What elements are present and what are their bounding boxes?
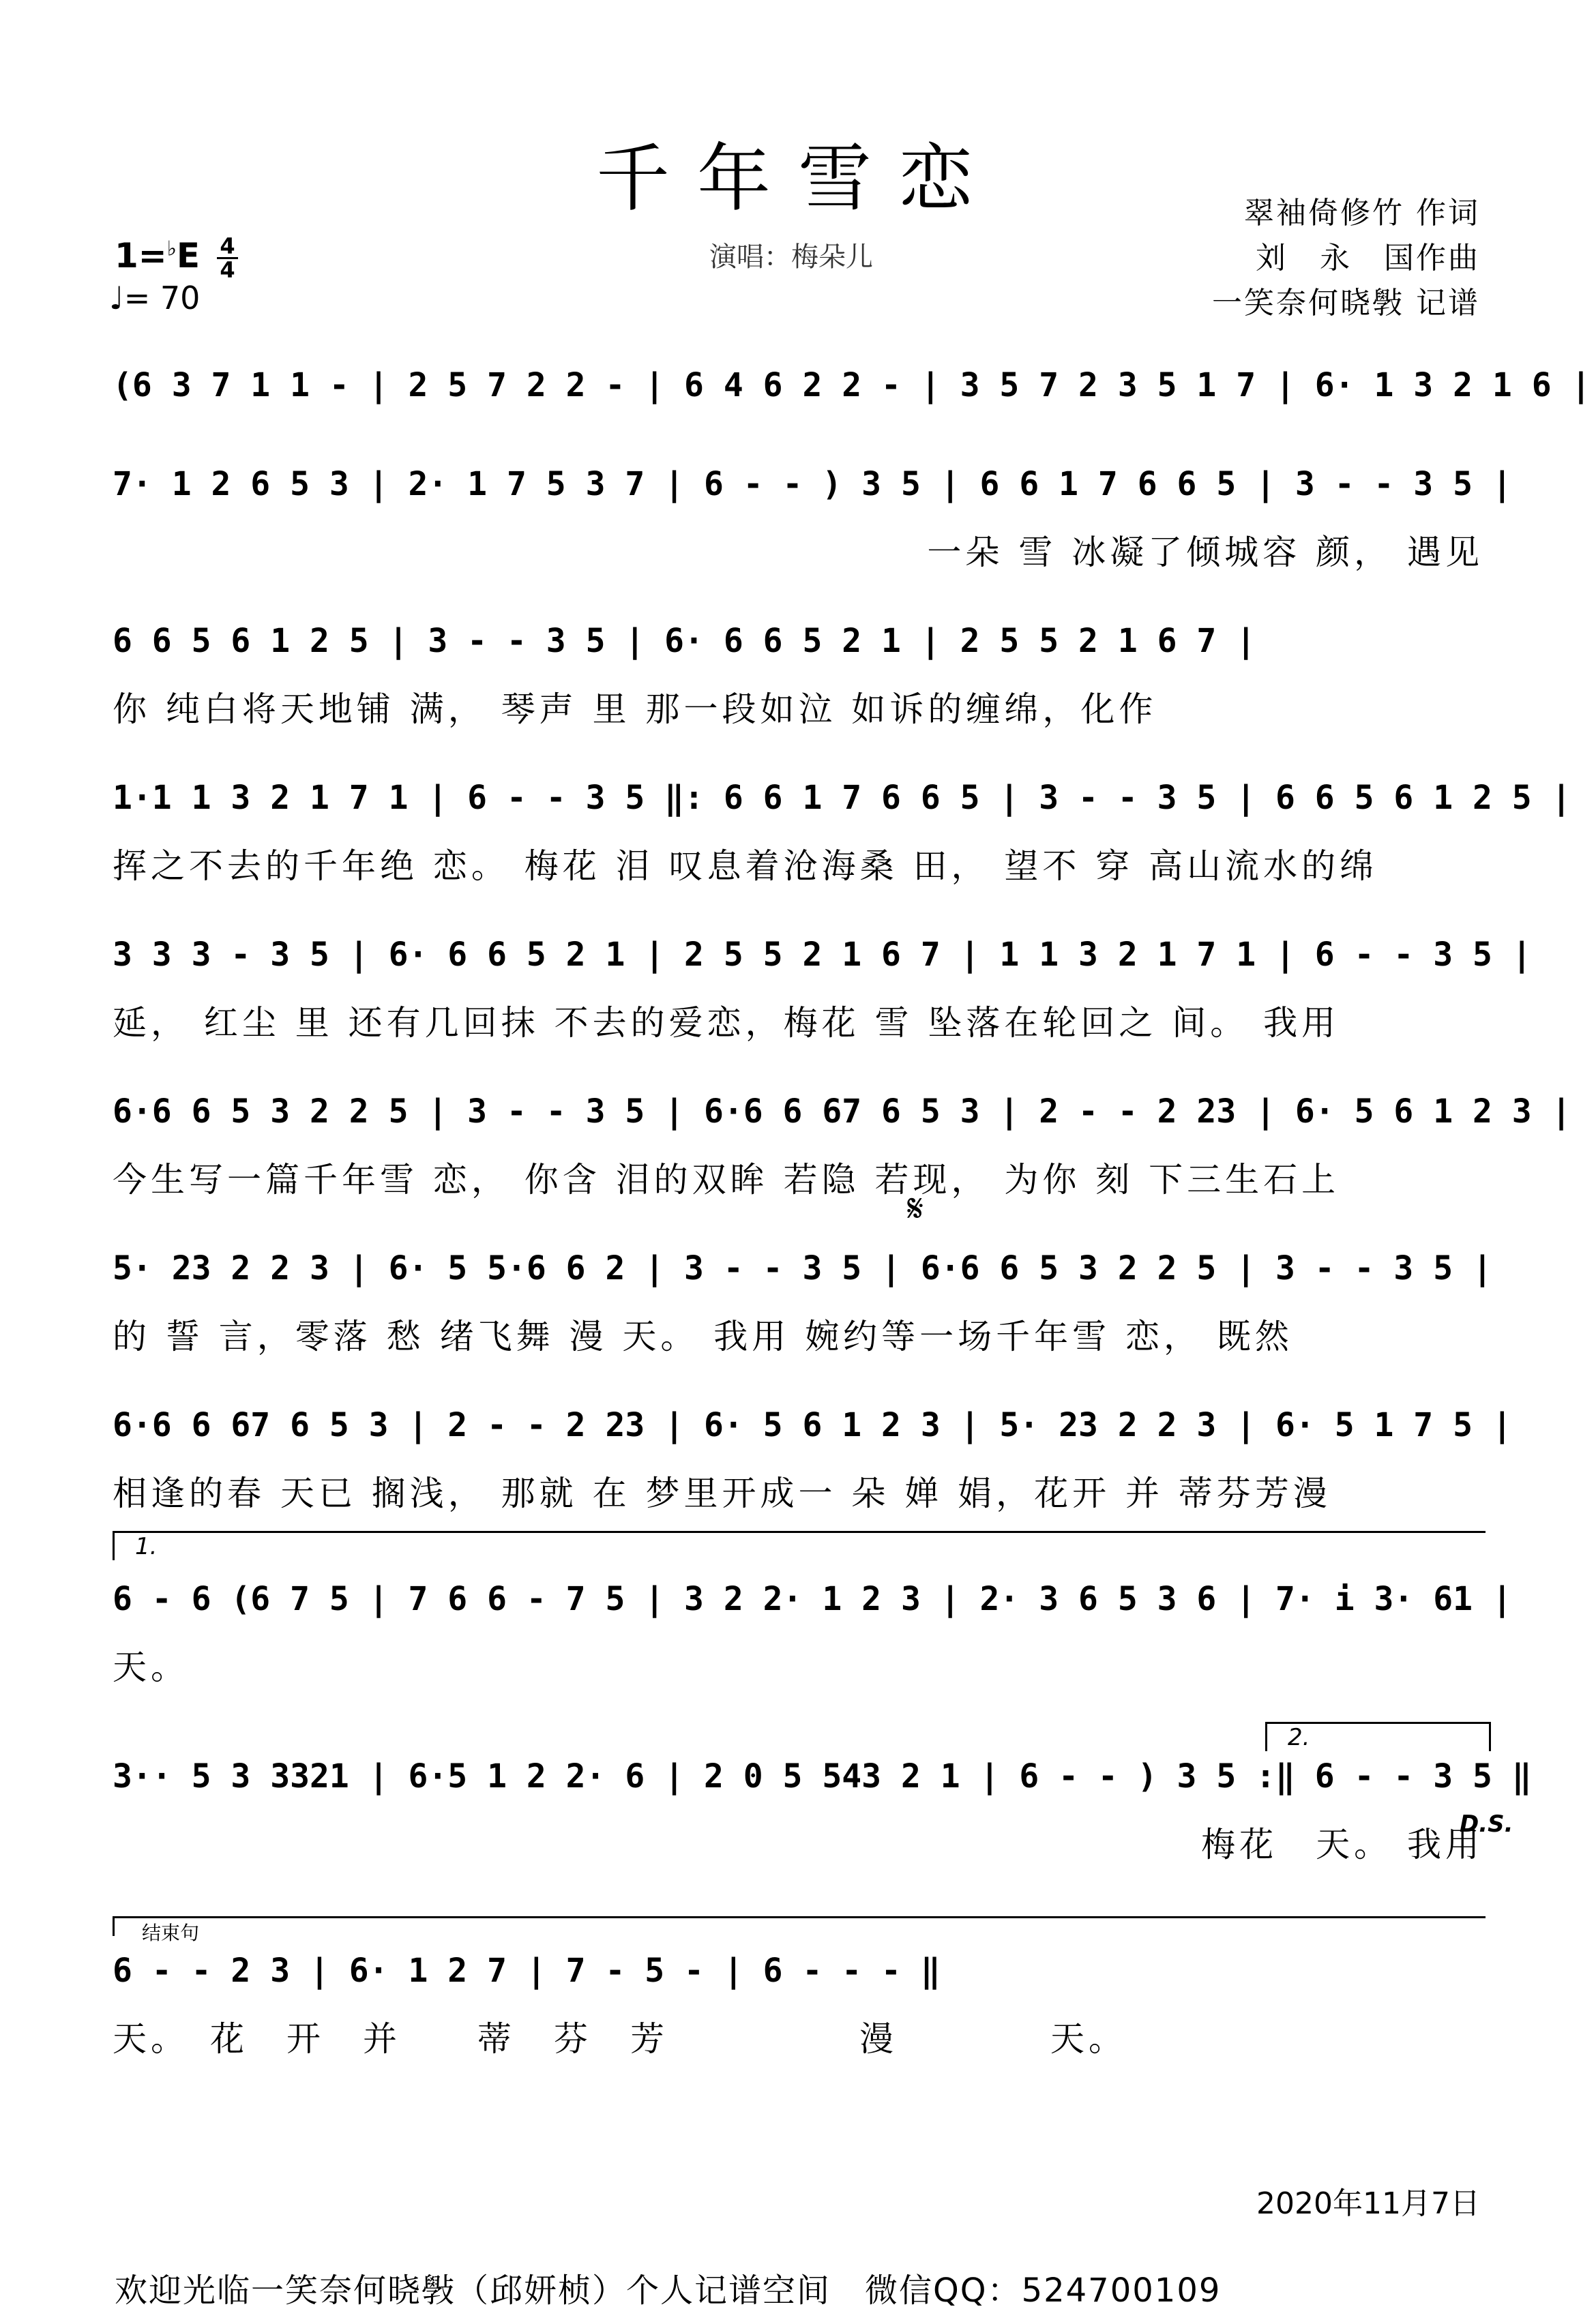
notation-row: 1·1 1 3 2 1 7 1 | 6 - - 3 5 ‖: 6 6 1 7 6 6 5 | 3 - - 3 5 | 6 6 5 6 1 2 5 | <box>113 779 1571 817</box>
notation-row: 3 3 3 - 3 5 | 6· 6 6 5 2 1 | 2 5 5 2 1 6 7 | 1 1 3 2 1 7 1 | 6 - - 3 5 | <box>113 936 1532 974</box>
footer-note: 欢迎光临一笑奈何晓斅（邱妍桢）个人记谱空间 微信QQ：524700109 <box>115 2271 1222 2310</box>
lyrics-row: 你 纯白将天地铺 满， 琴声 里 那一段如泣 如诉的缠绵，化作 <box>113 689 1157 729</box>
notation-row: 6 - 6 (6 7 5 | 7 6 6 - 7 5 | 3 2 2· 1 2 3 | 2· 3 6 5 3 6 | 7· i 3· 61 | <box>113 1580 1512 1618</box>
lyricist-credit: 翠袖倚修竹 作词 <box>1244 196 1480 230</box>
tempo-marking: ♩= 70 <box>109 280 201 316</box>
notation-row: 7· 1 2 6 5 3 | 2· 1 7 5 3 7 | 6 - - ) 3 5 | 6 6 1 7 6 6 5 | 3 - - 3 5 | <box>113 465 1512 503</box>
score-line <box>113 1238 1492 1374</box>
notation-row: 6 6 5 6 1 2 5 | 3 - - 3 5 | 6· 6 6 5 2 1 | 2 5 5 2 1 6 7 | <box>113 622 1256 660</box>
lyrics-row: 挥之不去的千年绝 恋。 梅花 泪 叹息着沧海桑 田， 望不 穿 高山流水的绵 <box>113 846 1378 886</box>
transcriber-credit: 一笑奈何晓斅 记谱 <box>1212 286 1480 321</box>
notation-row: 5· 23 2 2 3 | 6· 5 5·6 6 2 | 3 - - 3 5 | 6·6 6 5 3 2 2 5 | 3 - - 3 5 | <box>113 1249 1492 1287</box>
notation-row: 6·6 6 67 6 5 3 | 2 - - 2 23 | 6· 5 6 1 2 3 | 5· 23 2 2 3 | 6· 5 1 7 5 | <box>113 1406 1512 1444</box>
lyrics-row: 天。 <box>113 1648 189 1687</box>
lyrics-row: 今生写一篇千年雪 恋， 你含 泪的双眸 若隐 若现， 为你 刻 下三生石上 <box>113 1160 1340 1200</box>
segno-sign: 𝄋 <box>907 1187 924 1231</box>
lyrics-row: 相逢的春 天已 搁浅， 那就 在 梦里开成一 朵 婵 娟，花开 并 蒂芬芳漫 <box>113 1474 1331 1513</box>
score-line <box>113 1081 1571 1217</box>
time-signature: $\frac{4}{4}$ <box>217 235 237 281</box>
notation-row: 6 - - 2 3 | 6· 1 2 7 | 7 - 5 - | 6 - - - ‖ <box>113 1952 941 1990</box>
score-line <box>113 610 1483 747</box>
score-line <box>113 1940 1483 2076</box>
notation-row: 6·6 6 5 3 2 2 5 | 3 - - 3 5 | 6·6 6 67 6 5 3 | 2 - - 2 23 | 6· 5 6 1 2 3 | <box>113 1092 1571 1131</box>
lyrics-row: 一朵 雪 冰凝了倾城容 颜， 遇见 <box>927 533 1483 572</box>
lyrics-row: 的 誓 言，零落 愁 绪飞舞 漫 天。 我用 婉约等一场千年雪 恋， 既然 <box>113 1317 1293 1356</box>
dal-segno-mark: D.S. <box>1460 1811 1513 1838</box>
lyrics-row: 梅花 天。 我用 <box>1201 1825 1483 1864</box>
second-ending-bracket: 2. <box>1265 1722 1491 1751</box>
credits <box>1212 191 1480 326</box>
first-ending-bracket: 1. <box>113 1531 1486 1560</box>
key-signature: 1=♭E $\frac{4}{4}$ <box>115 235 238 281</box>
singer-credit: 演唱：梅朵儿 <box>709 241 873 273</box>
notation-row: (6 3 7 1 1 - | 2 5 7 2 2 - | 6 4 6 2 2 - | 3 5 7 2 3 5 1 7 | 6· 1 3 2 1 6 | <box>113 366 1591 404</box>
score-line <box>113 767 1571 904</box>
score-line <box>113 453 1512 590</box>
score-line <box>113 1568 1512 1705</box>
notation-row: 3·· 5 3 3321 | 6·5 1 2 2· 6 | 2 0 5 543 2 1 | 6 - - ) 3 5 :‖ 6 - - 3 5 ‖ <box>113 1757 1532 1796</box>
lyrics-row: 延， 红尘 里 还有几回抹 不去的爱恋，梅花 雪 坠落在轮回之 间。 我用 <box>113 1003 1340 1043</box>
score-line <box>113 1395 1512 1531</box>
transcription-date: 2020年11月7日 <box>1256 2186 1480 2221</box>
score-line <box>113 924 1532 1060</box>
composer-credit: 刘 永 国作曲 <box>1256 241 1480 275</box>
lyrics-row: 天。 花 开 并 蒂 芬 芳 漫 天。 <box>113 2019 1127 2059</box>
coda-bracket: 结束句 <box>113 1916 1486 1936</box>
song-title: 千年雪恋 <box>595 136 1000 222</box>
